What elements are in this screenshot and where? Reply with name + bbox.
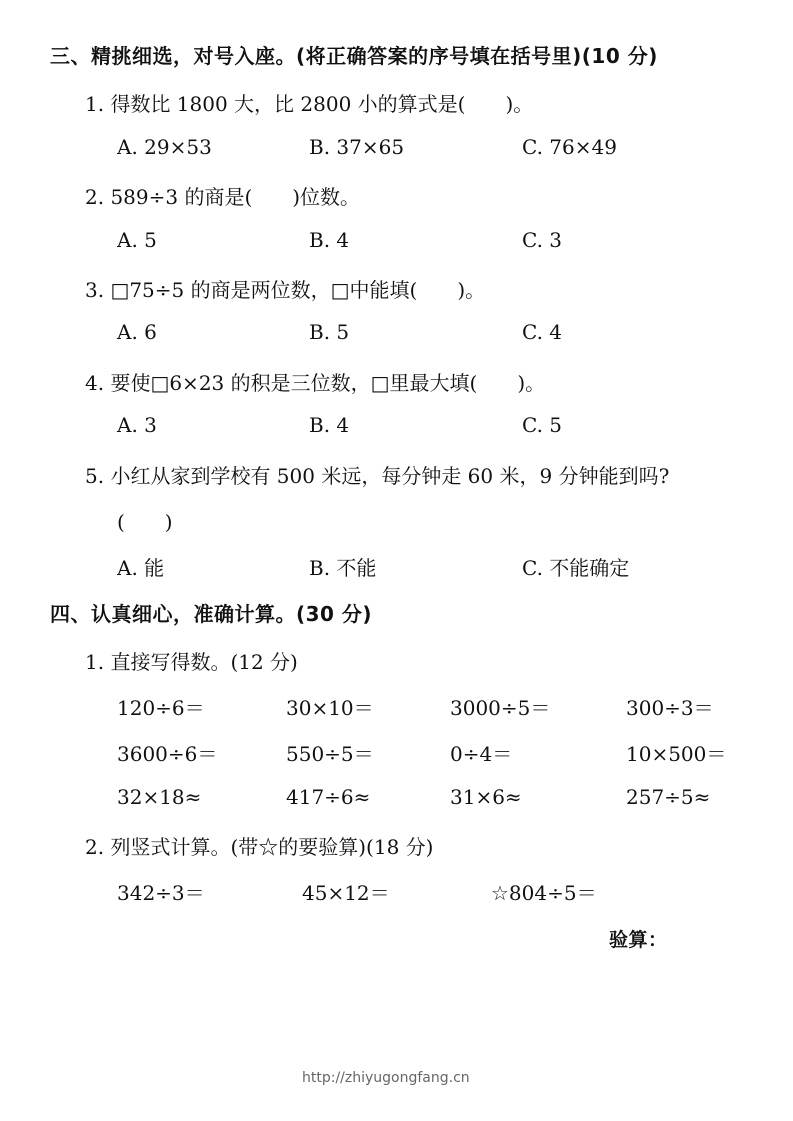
calc-item: 31×6≈ [450,785,522,809]
calc-item: 0÷4＝ [450,742,513,766]
question-3-option-a: A. 6 [117,320,157,344]
check-label: 验算： [609,929,668,951]
calc-item: 257÷5≈ [626,785,711,809]
calc-item: 3600÷6＝ [117,742,218,766]
calc-item: 550÷5＝ [286,742,374,766]
question-5-option-b: B. 不能 [309,556,377,580]
question-5-option-c: C. 不能确定 [522,556,630,580]
question-5-stem: 5. 小红从家到学校有 500 米远，每分钟走 60 米，9 分钟能到吗? [85,464,670,488]
question-4-option-c: C. 5 [522,413,563,437]
question-5-option-a: A. 能 [117,556,165,580]
calc-item: 30×10＝ [286,696,374,720]
calc-item: 417÷6≈ [286,785,371,809]
part1-title: 1. 直接写得数。(12 分) [85,650,298,674]
question-1-option-c: C. 76×49 [522,135,617,159]
question-5-answer-blank: ( ) [117,510,173,534]
calc-item: 10×500＝ [626,742,727,766]
calc-item: 300÷3＝ [626,696,714,720]
question-2-stem: 2. 589÷3 的商是( )位数。 [85,185,361,209]
part2-title: 2. 列竖式计算。(带☆的要验算)(18 分) [85,835,434,859]
calc-item: 120÷6＝ [117,696,205,720]
calc-item: 3000÷5＝ [450,696,551,720]
vertical-calc-item: 45×12＝ [302,881,390,905]
calc-item: 32×18≈ [117,785,202,809]
question-2-option-a: A. 5 [117,228,157,252]
question-4-option-b: B. 4 [309,413,350,437]
question-1-option-b: B. 37×65 [309,135,405,159]
question-1-stem: 1. 得数比 1800 大，比 2800 小的算式是( )。 [85,92,534,116]
question-2-option-b: B. 4 [309,228,350,252]
vertical-calc-item: 342÷3＝ [117,881,205,905]
section3-title: 三、精挑细选，对号入座。(将正确答案的序号填在括号里)(10 分) [50,44,658,68]
footer-url: http://zhiyugongfang.cn [302,1070,470,1086]
question-2-option-c: C. 3 [522,228,563,252]
section4-title: 四、认真细心，准确计算。(30 分) [50,602,373,626]
question-3-option-b: B. 5 [309,320,350,344]
question-3-stem: 3. □75÷5 的商是两位数，□中能填( )。 [85,278,486,302]
vertical-calc-item: ☆804÷5＝ [491,881,597,905]
question-4-option-a: A. 3 [117,413,157,437]
question-3-option-c: C. 4 [522,320,563,344]
question-1-option-a: A. 29×53 [117,135,212,159]
question-4-stem: 4. 要使□6×23 的积是三位数，□里最大填( )。 [85,371,546,395]
